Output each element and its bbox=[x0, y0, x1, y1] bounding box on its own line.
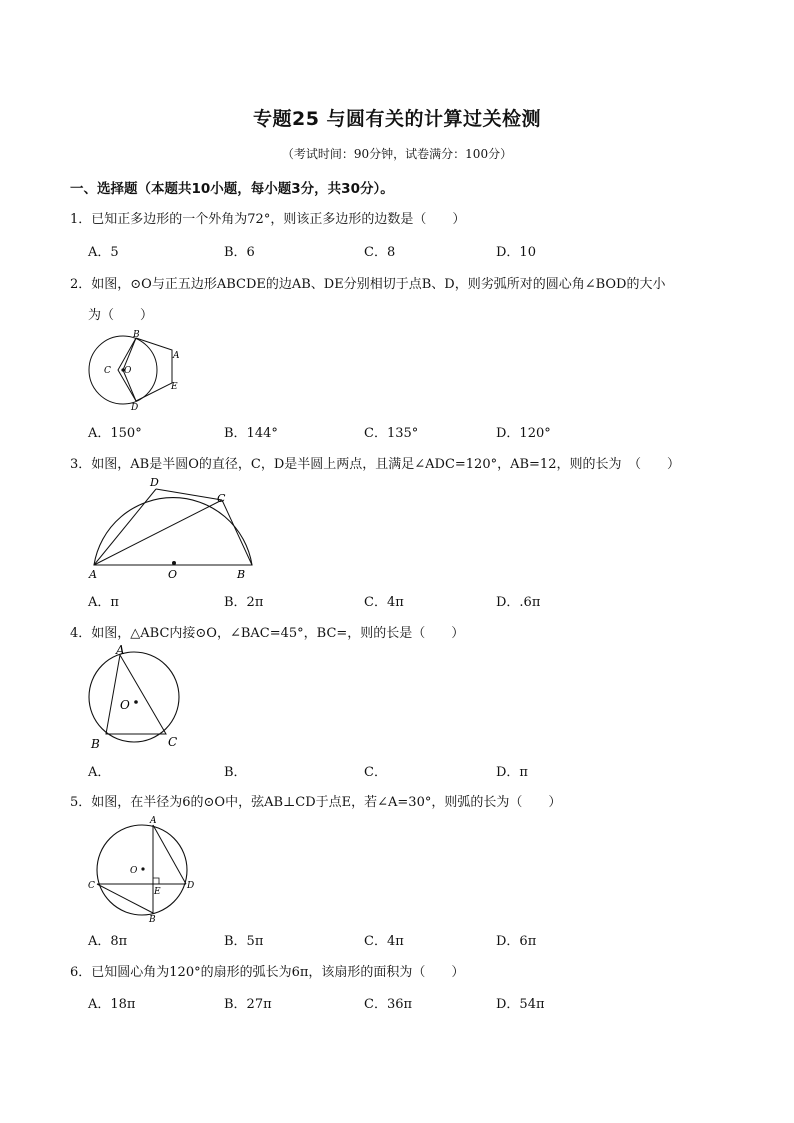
option-b: B．144° bbox=[224, 426, 278, 441]
label-d: D bbox=[150, 476, 159, 489]
semicircle bbox=[94, 498, 252, 565]
option-b: B．2π bbox=[224, 595, 264, 610]
question-4-text: 4．如图，△ABC内接⊙O，∠BAC=45°，BC=，则的长是（ ） bbox=[70, 626, 465, 641]
label-d: D bbox=[131, 403, 139, 413]
label-o: O bbox=[124, 366, 132, 376]
option-a: A．150° bbox=[88, 426, 142, 441]
question-6-text: 6．已知圆心角为120°的扇形的弧长为6π，该扇形的面积为（ ） bbox=[70, 965, 465, 980]
question-2-text: 2．如图，⊙O与正五边形ABCDE的边AB、DE分别相切于点B、D，则劣弧所对的圆心角∠BOD的大小 bbox=[70, 277, 666, 292]
question-2-options bbox=[88, 422, 728, 440]
option-c: C．135° bbox=[364, 426, 419, 441]
option-a: A．8π bbox=[88, 934, 128, 949]
label-a: A bbox=[173, 351, 180, 361]
segment-cb bbox=[97, 884, 153, 913]
circle-o bbox=[89, 652, 179, 742]
option-d: D．54π bbox=[496, 997, 545, 1012]
option-c: C．4π bbox=[364, 934, 404, 949]
chord-cb bbox=[222, 500, 252, 565]
question-5-options bbox=[88, 930, 728, 948]
option-d: D．π bbox=[496, 765, 528, 780]
option-c: C．4π bbox=[364, 595, 404, 610]
question-5-text: 5．如图，在半径为6的⊙O中，弦AB⊥CD于点E，若∠A=30°，则弧的长为（ ） bbox=[70, 795, 562, 810]
question-1-text: 1．已知正多边形的一个外角为72°，则该正多边形的边数是（ ） bbox=[70, 212, 466, 227]
label-c: C bbox=[217, 492, 226, 505]
label-a: A bbox=[116, 643, 125, 657]
pentagon-sides bbox=[136, 338, 172, 401]
label-b: B bbox=[237, 568, 246, 581]
label-c: C bbox=[168, 735, 178, 749]
question-3-text: 3．如图，AB是半圆O的直径，C，D是半圆上两点，且满足∠ADC=120°，AB=12，则的长为 （ ） bbox=[70, 457, 680, 472]
option-b: B．6 bbox=[224, 245, 255, 260]
option-b: B．5π bbox=[224, 934, 264, 949]
question-3-options bbox=[88, 591, 728, 609]
question-2-figure bbox=[86, 328, 186, 414]
label-a: A bbox=[89, 568, 97, 581]
option-a: A．π bbox=[88, 595, 119, 610]
label-b: B bbox=[91, 737, 100, 751]
question-4-figure bbox=[86, 642, 186, 752]
label-o: O bbox=[130, 866, 138, 876]
center-point bbox=[172, 561, 176, 565]
option-d: D．120° bbox=[496, 426, 551, 441]
label-a: A bbox=[150, 816, 157, 826]
label-o: O bbox=[120, 698, 130, 712]
option-c: C． bbox=[364, 765, 387, 780]
label-d: D bbox=[187, 881, 195, 891]
option-b: B． bbox=[224, 765, 247, 780]
option-a: A．5 bbox=[88, 245, 119, 260]
question-6-options bbox=[88, 993, 728, 1011]
question-4-options bbox=[88, 761, 728, 779]
label-b: B bbox=[149, 915, 156, 924]
question-5-figure bbox=[86, 812, 198, 924]
option-d: D．6π bbox=[496, 934, 537, 949]
section-heading: 一、选择题（本题共10小题，每小题3分，共30分）。 bbox=[70, 181, 394, 197]
label-b: B bbox=[133, 330, 140, 340]
label-e: E bbox=[171, 382, 178, 392]
label-c: C bbox=[88, 881, 95, 891]
question-3-figure bbox=[86, 474, 262, 584]
exam-info: （考试时间：90分钟，试卷满分：100分） bbox=[281, 147, 513, 161]
chord-ad bbox=[94, 489, 156, 565]
question-1-options bbox=[88, 241, 728, 259]
label-o: O bbox=[168, 568, 178, 581]
option-a: A． bbox=[88, 765, 111, 780]
option-d: D．10 bbox=[496, 245, 536, 260]
option-c: C．36π bbox=[364, 997, 413, 1012]
right-angle-mark bbox=[153, 878, 159, 884]
label-c: C bbox=[104, 366, 111, 376]
question-2-text-cont: 为（ ） bbox=[88, 308, 154, 323]
center-point bbox=[141, 867, 144, 870]
page-title: 专题25 与圆有关的计算过关检测 bbox=[252, 108, 542, 130]
option-c: C．8 bbox=[364, 245, 396, 260]
center-point bbox=[134, 700, 138, 704]
label-e: E bbox=[154, 887, 161, 897]
option-b: B．27π bbox=[224, 997, 272, 1012]
option-d: D．.6π bbox=[496, 595, 541, 610]
option-a: A．18π bbox=[88, 997, 136, 1012]
triangle-abc bbox=[106, 655, 166, 734]
chord-ac bbox=[94, 500, 222, 565]
